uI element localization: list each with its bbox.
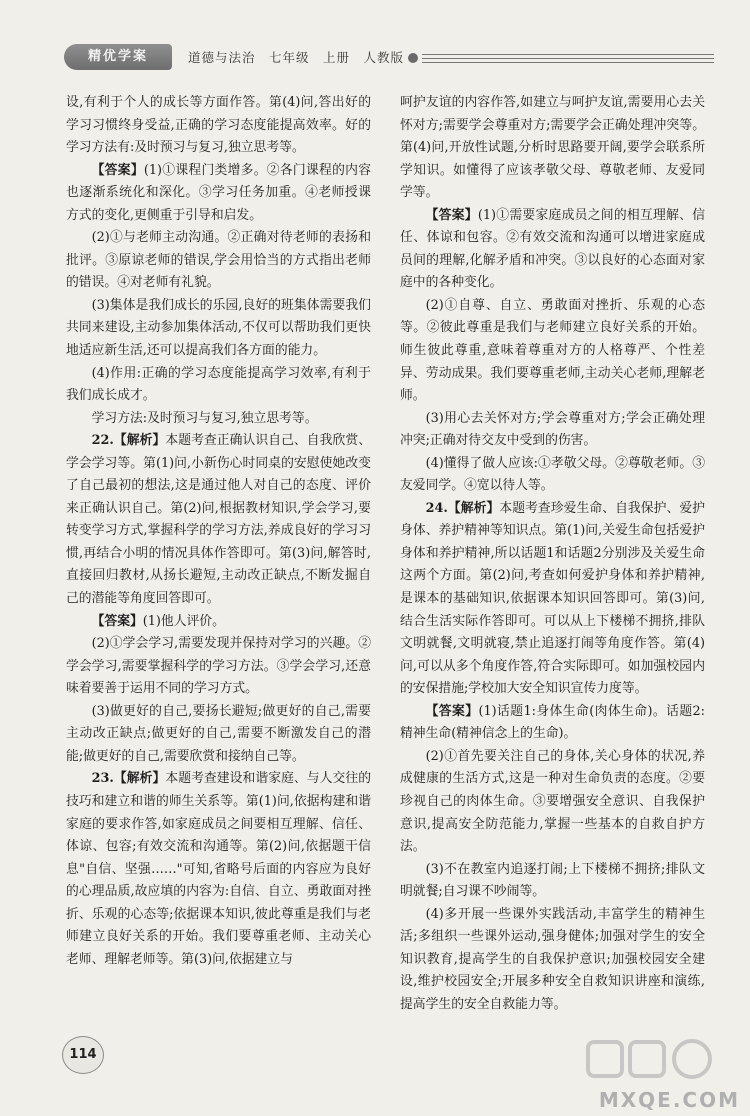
header-rule [422,62,714,63]
paragraph-text: 本题考查正确认识自己、自我欣赏、学会学习等。第(1)问,小新伤心时同桌的安慰使她改变了自己最初的想法,这是通过他人对自己的态度、评价来正确认识自己。第(2)问,根据教材知识,学会学习,要转变学习方式,掌握科学的学习方法,养成良好的学习习惯,再结合小明的情况具体作答即可。第(3)问,解答时,直接回归教材,从扬长避短,主动改正缺点,不断发掘自己的潜能等角度回答即可。 [66,433,372,607]
paragraph-text: (1)①需要家庭成员之间的相互理解、信任、体谅和包容。②有效交流和沟通可以增进家庭成员间的理解,化解矛盾和冲突。③以良好的心态面对家庭中的各种变化。 [400,207,705,291]
label-marker: 【答案】 [425,207,478,223]
paragraph [400,205,705,295]
paragraph: (2)①学会学习,需要发现并保持对学习的兴趣。②学会学习,需要掌握科学的学习方法。③学会学习,还意味着要善于运用不同的学习方式。 [66,636,371,697]
label-marker: 【答案】 [91,162,144,178]
paragraph: 呵护友谊的内容作答,如建立与呵护友谊,需要用心去关怀对方;需要学会尊重对方;需要学会正确处理冲突等。第(4)问,开放性试题,分析时思路要开阔,要学会联系所学知识。如懂得了应该孝敬父母、尊敬老师、友爱同学等。 [400,95,705,201]
page-header [64,42,714,74]
paragraph-text: (1)话题1:身体生命(肉体生命)。话题2:精神生命(精神信念上的生命)。 [400,703,705,742]
paragraph-text: 本题考查建设和谐家庭、与人交往的技巧和建立和谐的师生关系等。第(1)问,依据构建和谐家庭的要求作答,如家庭成员之间要相互理解、信任、体谅、包容;有效交流和沟通等。第(2)问,依据题干信息"自信、坚强……"可知,省略号后面的内容应为良好的心理品质,故应填的内容为:自信、自立、勇敢面对挫折、乐观的心态等;依据课本知识,彼此尊重是我们与老师建立良好关系的开始。我们要尊重老师、主动关心老师、理解老师等。第(3)问,依据建立与 [66,771,372,967]
watermark-text: MXQE.COM [598,1088,740,1112]
label-marker: 23.【解析】 [91,771,166,787]
paragraph-text: 本题考查珍爱生命、自我保护、爱护身体、养护精神等知识点。第(1)问,关爱生命包括爱护身体和养护精神,所以话题1和话题2分别涉及关爱生命这两个方面。第(2)问,考查如何爱护身体和养护精神,是课本的基础知识,依据课本知识回答即可。第(3)问,结合生活实际作答即可。可以从上下楼梯不拥挤,排队文明就餐,文明就寝,禁止追逐打闹等角度作答。第(4)问,可以从多个角度作答,符合实际即可。如加强校园内的安保措施;学校加大安全知识宣传力度等。 [400,500,706,697]
paragraph: (4)多开展一些课外实践活动,丰富学生的精神生活;多组织一些课外运动,强身健体;加强对学生的安全知识教育,提高学生的自我保护意识;加强校园安全建设,维护校园安全;开展多种安全自救知识讲座和演练,提高学生的安全自救能力等。 [400,906,705,1012]
subject-info: 道德与法治 七年级 上册 人教版 [188,50,405,65]
paragraph [400,498,705,701]
right-column [400,92,705,1016]
brand-label: 精优学案 [64,44,172,70]
header-rule [422,54,714,55]
paragraph: (2)①首先要关注自己的身体,关心身体的状况,养成健康的生活方式,这是一种对生命负责的态度。②要珍视自己的肉体生命。③要增强安全意识、自我保护意识,提高安全防范能力,掌握一些基本的自救自护方法。 [400,748,705,855]
label-marker: 24.【解析】 [425,500,500,516]
paragraph: (2)①与老师主动沟通。②正确对待老师的表扬和批评。③原谅老师的错误,学会用恰当的方式指出老师的错误。④对老师有礼貌。 [66,230,371,291]
paragraph: 学习方法:及时预习与复习,独立思考等。 [91,410,318,426]
paragraph: (4)懂得了做人应该:①孝敬父母。②尊敬老师。③友爱同学。④宽以待人等。 [400,455,705,494]
label-marker: 【答案】 [425,703,479,719]
paragraph: (2)①自尊、自立、勇敢面对挫折、乐观的心态等。②彼此尊重是我们与老师建立良好关系的开始。师生彼此尊重,意味着尊重对方的人格尊严、个性差异、劳动成果。我们要尊重老师,主动关心老师,理解老师。 [400,297,705,404]
label-marker: 22.【解析】 [91,433,166,449]
label-marker: 【答案】 [91,613,143,629]
header-dot [408,53,418,63]
header-rule [422,58,714,59]
paragraph: (3)集体是我们成长的乐园,良好的班集体需要我们共同来建设,主动参加集体活动,不仅可以帮助我们更快地适应新生活,还可以提高我们各方面的能力。 [66,297,371,359]
paragraph [66,160,371,228]
paragraph: 设,有利于个人的成长等方面作答。第(4)问,答出好的学习习惯终身受益,正确的学习态度能提高效率。好的学习方法有:及时预习与复习,独立思考等。 [66,95,371,156]
paragraph [66,430,371,610]
paragraph: (3)做更好的自己,要扬长避短;做更好的自己,需要主动改正缺点;做更好的自己,需要不断激发自己的潜能;做更好的自己,需要欣赏和接纳自己等。 [66,703,371,764]
paragraph: (3)不在教室内追逐打闹;上下楼梯不拥挤;排队文明就餐;自习课不吵闹等。 [400,861,705,900]
paragraph [66,768,371,971]
page-number: 114 [62,1036,104,1074]
left-column [66,92,371,971]
paragraph-text: (1)①课程门类增多。②各门课程的内容也逐渐系统化和深化。③学习任务加重。④老师授课方式的变化,更侧重于引导和启发。 [66,162,371,223]
paragraph: (4)作用:正确的学习态度能提高学习效率,有利于我们成长成才。 [66,365,371,404]
paragraph [400,701,705,746]
paragraph [66,611,371,634]
paragraph-text: (1)他人评价。 [142,613,225,629]
paragraph: (3)用心去关怀对方;学会尊重对方;学会正确处理冲突;正确对待交友中受到的伤害。 [400,410,705,449]
